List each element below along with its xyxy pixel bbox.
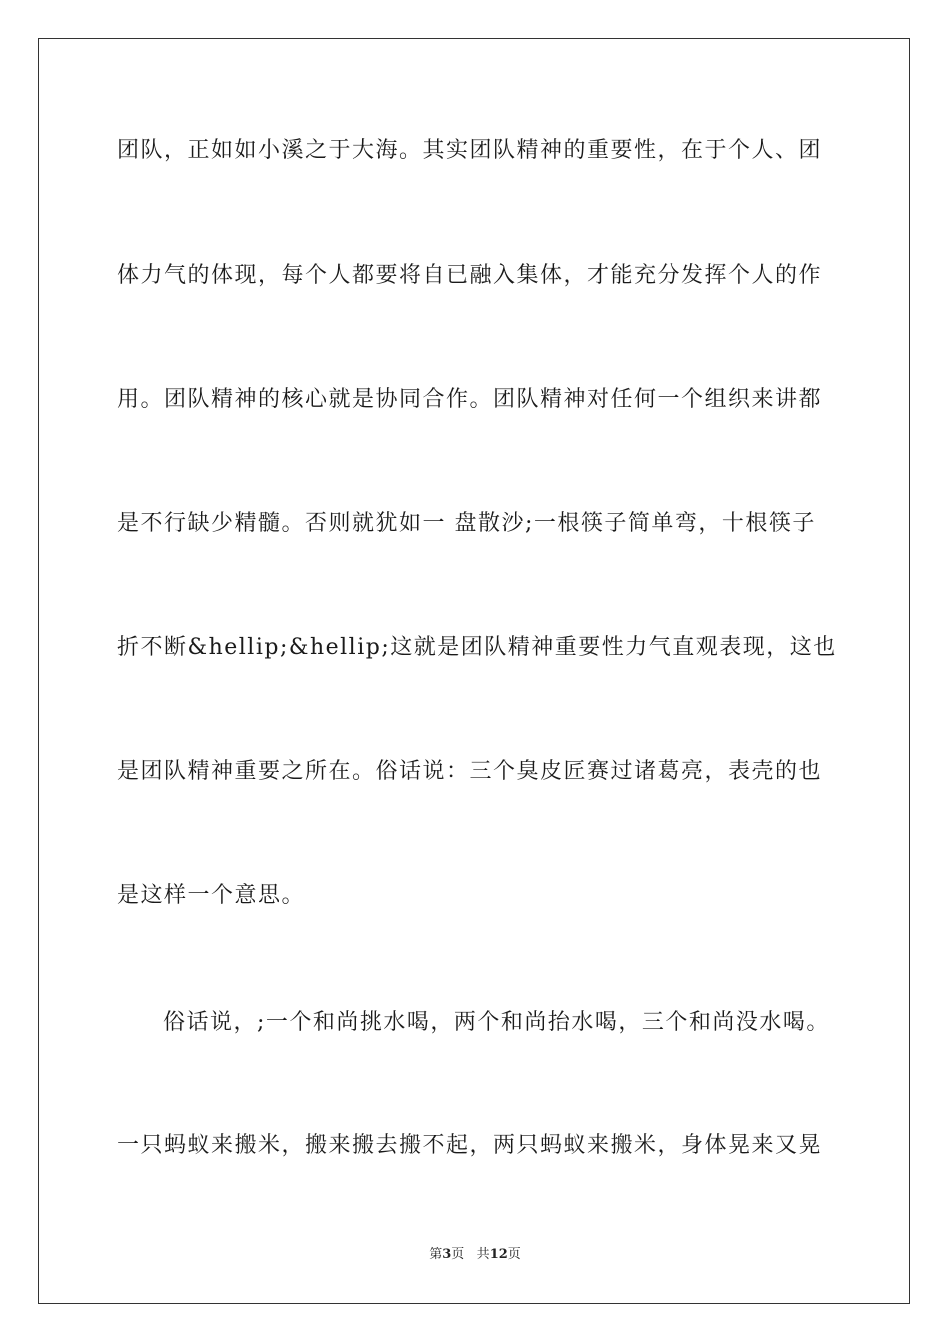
- body-text-line: 折不断&hellip;&hellip;这就是团队精神重要性力气直观表现，这也: [117, 635, 837, 660]
- total-prefix: 共: [476, 1247, 490, 1262]
- total-page-count: 12: [489, 1247, 508, 1262]
- body-text-line: 用。团队精神的核心就是协同合作。团队精神对任何一个组织来讲都: [117, 387, 823, 412]
- paragraph-first-line: 俗话说，;一个和尚挑水喝，两个和尚抬水喝，三个和尚没水喝。: [163, 1010, 830, 1035]
- body-text-line: 是这样一个意思。: [117, 883, 306, 908]
- body-text-line: 是团队精神重要之所在。俗话说：三个臭皮匠赛过诸葛亮，表壳的也: [117, 759, 823, 784]
- total-unit: 页: [507, 1247, 521, 1262]
- body-text-line: 是不行缺少精髓。否则就犹如一 盘散沙;一根筷子简单弯，十根筷子: [117, 511, 816, 536]
- page-border: [38, 38, 910, 1304]
- body-text-line: 团队，正如如小溪之于大海。其实团队精神的重要性，在于个人、团: [117, 138, 823, 163]
- body-text-line: 体力气的体现，每个人都要将自已融入集体，才能充分发挥个人的作: [117, 263, 823, 288]
- body-text-line: 一只蚂蚁来搬米，搬来搬去搬不起，两只蚂蚁来搬米，身体晃来又晃: [117, 1133, 823, 1158]
- page-prefix: 第: [429, 1247, 443, 1262]
- page-number-footer: [0, 1247, 950, 1263]
- current-page-number: 3: [442, 1247, 452, 1262]
- page-unit: 页: [451, 1247, 465, 1262]
